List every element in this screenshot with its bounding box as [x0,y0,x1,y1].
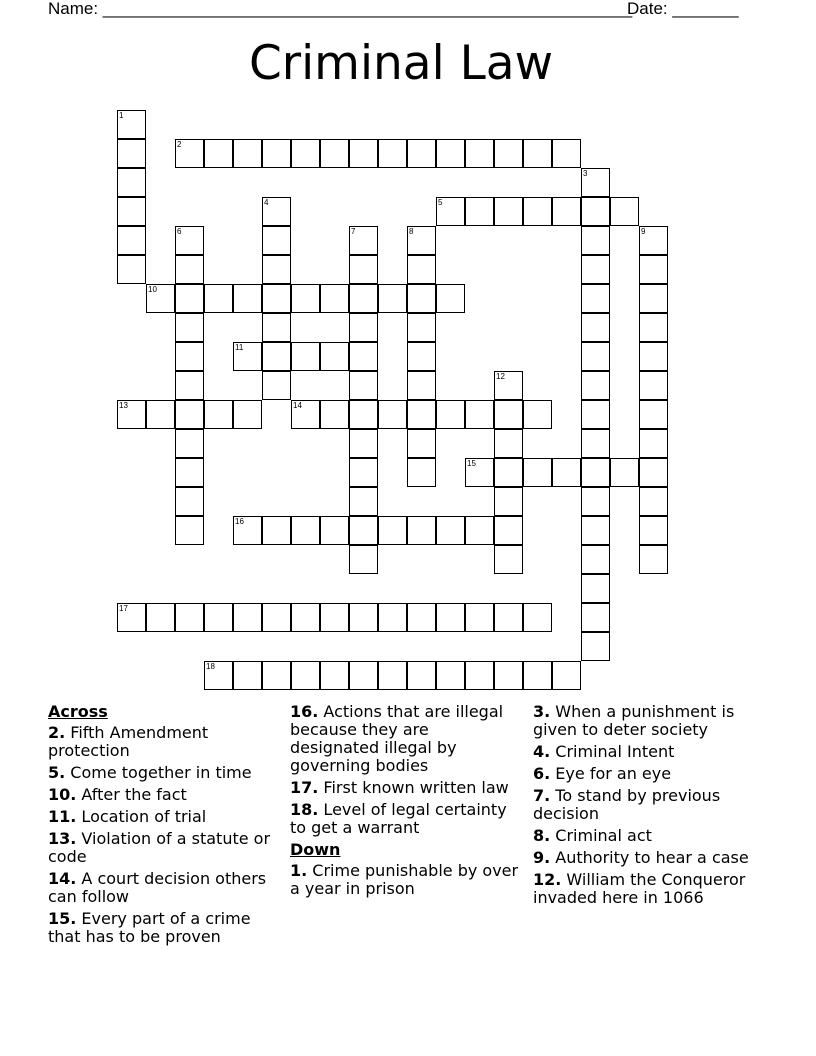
clue-item-number: 2. [48,723,66,742]
grid-cell[interactable] [494,139,523,168]
clue-number: 3 [583,169,588,178]
grid-cell[interactable] [494,516,523,545]
grid-cell[interactable] [581,458,610,487]
grid-cell[interactable] [639,458,668,487]
grid-cell[interactable] [436,400,465,429]
clue-number: 10 [148,285,157,294]
grid-cell[interactable] [233,603,262,632]
clue-item-number: 12. [533,870,562,889]
grid-cell[interactable] [407,458,436,487]
clue-item [290,779,522,797]
grid-cell[interactable] [639,487,668,516]
clue-item-number: 3. [533,702,551,721]
clue-item-number: 18. [290,800,319,819]
grid-cell[interactable] [291,342,320,371]
grid-cell[interactable] [175,313,204,342]
grid-cell[interactable] [639,429,668,458]
grid-cell[interactable] [581,545,610,574]
grid-cell[interactable] [581,632,610,661]
clue-item-number: 1. [290,861,308,880]
clue-item [48,870,273,906]
grid-cell[interactable] [581,313,610,342]
grid-cell[interactable] [262,371,291,400]
clue-item-text: After the fact [76,785,187,804]
clue-item-number: 17. [290,778,319,797]
grid-cell[interactable] [175,139,204,168]
grid-cell[interactable] [581,342,610,371]
grid-cell[interactable] [117,139,146,168]
grid-cell[interactable] [349,284,378,313]
grid-cell[interactable] [320,284,349,313]
grid-cell[interactable] [175,487,204,516]
grid-cell[interactable] [407,400,436,429]
grid-cell[interactable] [349,400,378,429]
grid-cell[interactable] [233,342,262,371]
clue-number: 11 [235,343,244,352]
grid-cell[interactable] [378,661,407,690]
clue-number: 12 [496,372,505,381]
clue-item [48,830,273,866]
grid-cell[interactable] [407,139,436,168]
grid-cell[interactable] [581,429,610,458]
grid-cell[interactable] [262,197,291,226]
grid-cell[interactable] [407,342,436,371]
grid-cell[interactable] [233,400,262,429]
clues-column-1 [48,703,273,950]
grid-cell[interactable] [175,516,204,545]
clue-number: 7 [351,227,356,236]
grid-cell[interactable] [407,603,436,632]
grid-cell[interactable] [407,284,436,313]
grid-cell[interactable] [320,139,349,168]
grid-cell[interactable] [175,603,204,632]
grid-cell[interactable] [175,255,204,284]
grid-cell[interactable] [378,516,407,545]
grid-cell[interactable] [349,487,378,516]
clue-number: 9 [641,227,646,236]
grid-cell[interactable] [581,284,610,313]
grid-cell[interactable] [117,110,146,139]
grid-cell[interactable] [291,139,320,168]
grid-cell[interactable] [175,458,204,487]
grid-cell[interactable] [117,168,146,197]
grid-cell[interactable] [523,458,552,487]
clues-column-3 [533,703,758,911]
grid-cell[interactable] [581,168,610,197]
grid-cell[interactable] [494,545,523,574]
grid-cell[interactable] [436,284,465,313]
grid-cell[interactable] [494,603,523,632]
grid-cell[interactable] [610,458,639,487]
clue-item [48,910,273,946]
grid-cell[interactable] [117,255,146,284]
clue-item-number: 16. [290,702,319,721]
grid-cell[interactable] [523,139,552,168]
grid-cell[interactable] [320,400,349,429]
grid-cell[interactable] [407,255,436,284]
grid-cell[interactable] [233,661,262,690]
clue-item-text: Criminal act [550,826,652,845]
grid-cell[interactable] [175,400,204,429]
grid-cell[interactable] [349,226,378,255]
grid-cell[interactable] [407,429,436,458]
grid-cell[interactable] [204,139,233,168]
grid-cell[interactable] [494,458,523,487]
grid-cell[interactable] [581,371,610,400]
clue-item [290,801,522,837]
clue-number: 16 [235,517,244,526]
grid-cell[interactable] [204,284,233,313]
grid-cell[interactable] [320,661,349,690]
grid-cell[interactable] [117,197,146,226]
grid-cell[interactable] [639,516,668,545]
grid-cell[interactable] [262,284,291,313]
grid-cell[interactable] [233,139,262,168]
grid-cell[interactable] [465,516,494,545]
grid-cell[interactable] [407,516,436,545]
clues-column-2 [290,703,522,902]
grid-cell[interactable] [494,429,523,458]
grid-cell[interactable] [262,342,291,371]
grid-cell[interactable] [639,313,668,342]
grid-cell[interactable] [378,284,407,313]
clue-item-number: 5. [48,763,66,782]
grid-cell[interactable] [349,255,378,284]
grid-cell[interactable] [523,603,552,632]
grid-cell[interactable] [204,603,233,632]
clue-item-text: First known written law [318,778,509,797]
grid-cell[interactable] [349,516,378,545]
grid-cell[interactable] [349,342,378,371]
grid-cell[interactable] [233,284,262,313]
grid-cell[interactable] [494,487,523,516]
grid-cell[interactable] [494,371,523,400]
clue-item [533,871,758,907]
name-field-label: Name: ________________________________________________________ [48,0,633,18]
grid-cell[interactable] [175,226,204,255]
clue-item-text: Level of legal certainty to get a warrant [290,800,507,837]
clue-item [48,786,273,804]
grid-cell[interactable] [378,400,407,429]
grid-cell[interactable] [117,226,146,255]
grid-cell[interactable] [552,139,581,168]
clue-item-text: Every part of a crime that has to be proven [48,909,251,946]
grid-cell[interactable] [436,603,465,632]
grid-cell[interactable] [349,371,378,400]
grid-cell[interactable] [581,603,610,632]
clue-number: 17 [119,604,128,613]
grid-cell[interactable] [262,139,291,168]
grid-cell[interactable] [407,226,436,255]
clue-item-text: A court decision others can follow [48,869,267,906]
grid-cell[interactable] [262,516,291,545]
grid-cell[interactable] [262,226,291,255]
grid-cell[interactable] [581,487,610,516]
grid-cell[interactable] [407,661,436,690]
clue-item [533,849,758,867]
grid-cell[interactable] [349,661,378,690]
clue-item-number: 14. [48,869,77,888]
clue-item-number: 4. [533,742,551,761]
grid-cell[interactable] [320,516,349,545]
grid-cell[interactable] [349,313,378,342]
grid-cell[interactable] [291,284,320,313]
across-heading: Across [48,702,108,721]
grid-cell[interactable] [610,197,639,226]
grid-cell[interactable] [465,400,494,429]
clue-item-number: 13. [48,829,77,848]
grid-cell[interactable] [320,603,349,632]
grid-cell[interactable] [117,603,146,632]
grid-cell[interactable] [349,139,378,168]
clue-item [533,703,758,739]
grid-cell[interactable] [465,197,494,226]
grid-cell[interactable] [581,574,610,603]
grid-cell[interactable] [378,603,407,632]
grid-cell[interactable] [639,226,668,255]
clue-item [533,787,758,823]
grid-cell[interactable] [581,226,610,255]
clue-item-number: 15. [48,909,77,928]
clue-item [533,827,758,845]
grid-cell[interactable] [436,139,465,168]
grid-cell[interactable] [291,661,320,690]
grid-cell[interactable] [436,197,465,226]
grid-cell[interactable] [581,400,610,429]
grid-cell[interactable] [465,661,494,690]
grid-cell[interactable] [117,400,146,429]
grid-cell[interactable] [523,400,552,429]
clue-item-text: Criminal Intent [550,742,675,761]
clue-item [290,862,522,898]
grid-cell[interactable] [494,400,523,429]
clue-item-number: 6. [533,764,551,783]
grid-cell[interactable] [465,603,494,632]
clue-item-text: Location of trial [76,807,207,826]
grid-cell[interactable] [262,661,291,690]
grid-cell[interactable] [639,255,668,284]
clue-item-text: When a punishment is given to deter society [533,702,735,739]
clue-number: 15 [467,459,476,468]
clue-item [48,764,273,782]
clue-item-text: Violation of a statute or code [48,829,271,866]
grid-cell[interactable] [639,400,668,429]
grid-cell[interactable] [262,603,291,632]
clue-item-text: Actions that are illegal because they are designated illegal by governing bodies [290,702,504,775]
clue-item [533,765,758,783]
grid-cell[interactable] [407,313,436,342]
grid-cell[interactable] [552,458,581,487]
date-field-label: Date: _______ [627,0,739,18]
grid-cell[interactable] [262,313,291,342]
clue-item [290,703,522,775]
grid-cell[interactable] [262,255,291,284]
grid-cell[interactable] [523,197,552,226]
clue-item-text: Fifth Amendment protection [48,723,209,760]
clue-item-number: 11. [48,807,77,826]
grid-cell[interactable] [233,516,262,545]
grid-cell[interactable] [639,284,668,313]
clue-number: 5 [438,198,443,207]
grid-cell[interactable] [523,661,552,690]
grid-cell[interactable] [349,603,378,632]
clue-item-number: 10. [48,785,77,804]
grid-cell[interactable] [378,139,407,168]
grid-cell[interactable] [175,371,204,400]
clue-item [533,743,758,761]
clue-number: 8 [409,227,414,236]
clue-item-text: Eye for an eye [550,764,672,783]
clue-number: 6 [177,227,182,236]
grid-cell[interactable] [581,197,610,226]
grid-cell[interactable] [465,139,494,168]
grid-cell[interactable] [146,284,175,313]
grid-cell[interactable] [175,429,204,458]
clue-item-number: 8. [533,826,551,845]
grid-cell[interactable] [349,458,378,487]
grid-cell[interactable] [581,255,610,284]
grid-cell[interactable] [175,342,204,371]
grid-cell[interactable] [436,661,465,690]
grid-cell[interactable] [204,400,233,429]
page-title: Criminal Law [248,36,554,91]
clue-item-text: Authority to hear a case [550,848,749,867]
grid-cell[interactable] [349,545,378,574]
clue-number: 1 [119,111,124,120]
grid-cell[interactable] [639,545,668,574]
clue-item-text: William the Conqueror invaded here in 1066 [533,870,746,907]
grid-cell[interactable] [320,342,349,371]
grid-cell[interactable] [146,603,175,632]
clue-number: 13 [119,401,128,410]
clue-item [48,808,273,826]
grid-cell[interactable] [204,661,233,690]
grid-cell[interactable] [291,603,320,632]
clue-item-text: To stand by previous decision [533,786,721,823]
clue-number: 14 [293,401,302,410]
clue-item-text: Crime punishable by over a year in prison [290,861,519,898]
grid-cell[interactable] [175,284,204,313]
clue-number: 4 [264,198,269,207]
clue-number: 18 [206,662,215,671]
grid-cell[interactable] [552,197,581,226]
grid-cell[interactable] [639,342,668,371]
grid-cell[interactable] [146,400,175,429]
clue-number: 2 [177,140,182,149]
grid-cell[interactable] [291,400,320,429]
grid-cell[interactable] [639,371,668,400]
grid-cell[interactable] [291,516,320,545]
grid-cell[interactable] [494,661,523,690]
grid-cell[interactable] [349,429,378,458]
clue-item-text: Come together in time [65,763,252,782]
clue-item-number: 7. [533,786,551,805]
grid-cell[interactable] [552,661,581,690]
grid-cell[interactable] [494,197,523,226]
grid-cell[interactable] [465,458,494,487]
grid-cell[interactable] [407,371,436,400]
clue-item [48,724,273,760]
grid-cell[interactable] [581,516,610,545]
down-heading: Down [290,840,341,859]
grid-cell[interactable] [436,516,465,545]
clue-item-number: 9. [533,848,551,867]
